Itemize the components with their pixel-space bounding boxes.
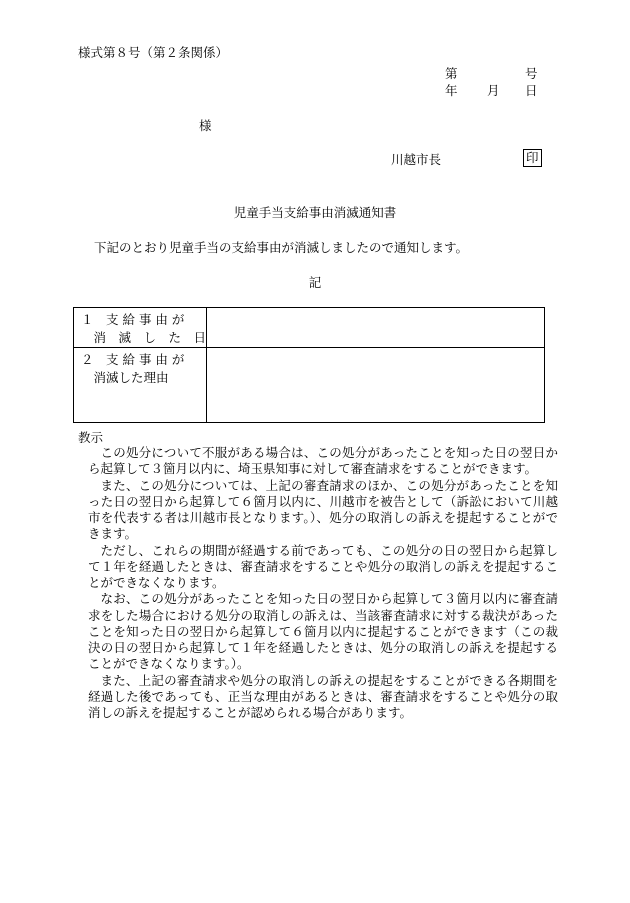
row-label: １ 支 給 事 由 が 消 滅 し た 日	[81, 312, 207, 346]
date-day-label: 日	[525, 83, 538, 98]
intro-text: 下記のとおり児童手当の支給事由が消滅しましたので通知します。	[94, 240, 469, 255]
notice-paragraph: なお、この処分があったことを知った日の翌日から起算して３箇月以内に審査請求をした場合における処分の取消しの訴えは、当該審査請求に対する裁決があったことを知った日の翌日から起算して６箇月以内に提起することができます（この裁決の日の翌日から起算して１年を経過したときは、処分の取消しの訴えを提起することができなくなります。）。	[88, 591, 558, 672]
document-title: 児童手当支給事由消滅通知書	[233, 205, 397, 220]
notice-paragraph: ただし、これらの期間が経過する前であっても、この処分の日の翌日から起算して１年を経過したときは、審査請求をすることや処分の取消しの訴えを提起することができなくなります。	[88, 542, 558, 590]
date-year-label: 年	[445, 83, 458, 98]
notice-paragraph: また、この処分については、上記の審査請求のほか、この処分があったことを知った日の翌日から起算して６箇月以内に、川越市を被告として（訴訟において川越市を代表する者は川越市長となります。）、処分の取消しの訴えを提起することができます。	[88, 477, 558, 542]
ki-marker: 記	[308, 275, 322, 290]
row-label-cell	[74, 308, 207, 348]
row-value-cell	[207, 308, 545, 348]
notice-body	[88, 445, 558, 721]
table-row	[74, 308, 545, 348]
row-value-cell	[207, 348, 545, 423]
issuer-name: 川越市長	[391, 152, 442, 167]
row-label: ２ 支 給 事 由 が 消滅した理由	[81, 352, 185, 386]
document-number-prefix: 第	[445, 66, 458, 81]
date-month-label: 月	[487, 83, 500, 98]
notice-paragraph: また、上記の審査請求や処分の取消しの訴えの提起をすることができる各期間を経過した後であっても、正当な理由があるときは、審査請求をすることや処分の取消しの訴えを提起することが認められる場合があります。	[88, 672, 558, 720]
addressee-honorific: 様	[199, 118, 212, 133]
notice-heading: 教示	[78, 430, 104, 445]
seal-stamp: 印	[523, 149, 542, 167]
notice-paragraph: この処分について不服がある場合は、この処分があったことを知った日の翌日から起算して３箇月以内に、埼玉県知事に対して審査請求をすることができます。	[88, 445, 558, 477]
items-table	[73, 307, 545, 423]
row-label-cell	[74, 348, 207, 423]
document-number-suffix: 号	[525, 66, 538, 81]
table-row	[74, 348, 545, 423]
form-number: 様式第８号（第２条関係）	[78, 45, 229, 60]
